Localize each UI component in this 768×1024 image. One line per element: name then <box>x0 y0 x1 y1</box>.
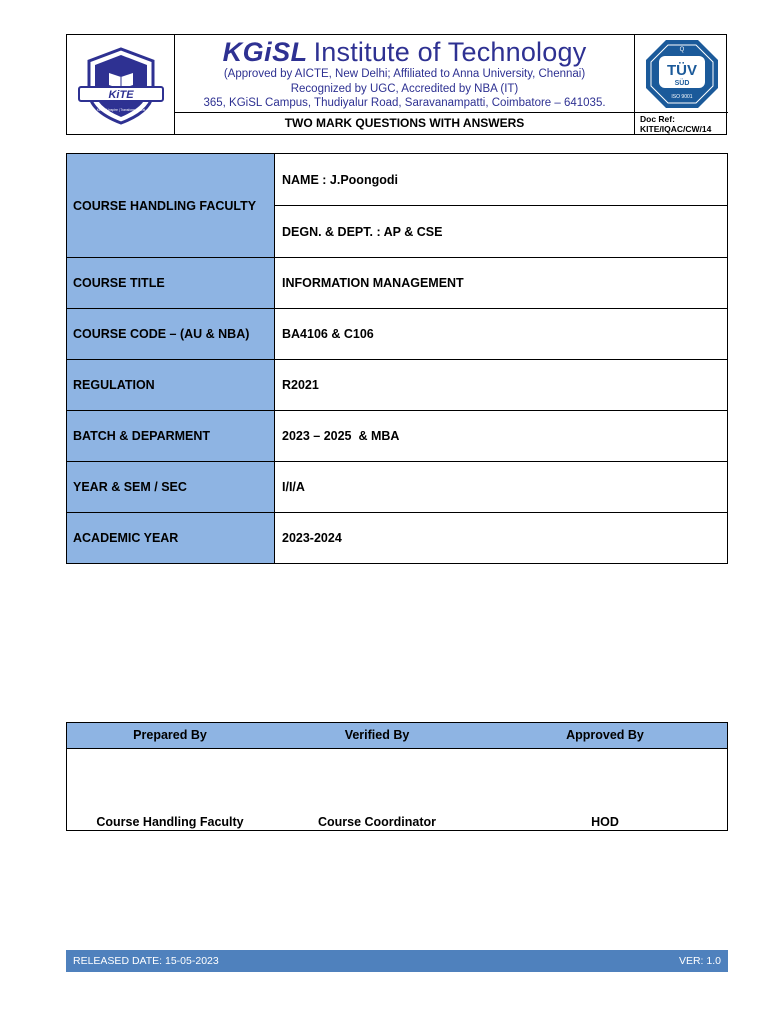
faculty-name: NAME : J.Poongodi <box>275 154 728 206</box>
row-value: 2023 – 2025 & MBA <box>275 411 728 462</box>
signoff-header-row <box>67 723 727 749</box>
tuv-q-text: Q <box>679 47 684 53</box>
table-row <box>67 309 728 360</box>
row-label: REGULATION <box>67 360 275 411</box>
row-value: 2023-2024 <box>275 513 728 564</box>
doc-ref <box>635 112 728 134</box>
document-header <box>66 34 727 135</box>
table-row <box>67 462 728 513</box>
table-row <box>67 258 728 309</box>
row-value: INFORMATION MANAGEMENT <box>275 258 728 309</box>
certification-panel <box>634 35 728 134</box>
approved-by-role: HOD <box>591 815 619 829</box>
row-label: YEAR & SEM / SEC <box>67 462 275 513</box>
row-value: R2021 <box>275 360 728 411</box>
kite-logo-tagline: Kindle | Inspire | Transform | Excel <box>96 107 145 112</box>
header-center <box>175 35 634 134</box>
tuv-text: TÜV <box>666 62 697 79</box>
table-row <box>67 360 728 411</box>
verified-by-header: Verified By <box>344 728 410 742</box>
table-row <box>67 513 728 564</box>
row-label: ACADEMIC YEAR <box>67 513 275 564</box>
recognition-line: Recognized by UGC, Accredited by NBA (IT) <box>290 83 519 95</box>
row-value: I/I/A <box>275 462 728 513</box>
tuv-sud-logo <box>635 35 728 113</box>
document-title: TWO MARK QUESTIONS WITH ANSWERS <box>175 112 634 134</box>
institute-title <box>175 37 634 68</box>
row-label: COURSE CODE – (AU & NBA) <box>67 309 275 360</box>
doc-ref-label: Doc Ref: <box>640 114 675 124</box>
row-value: BA4106 & C106 <box>275 309 728 360</box>
faculty-label: COURSE HANDLING FACULTY <box>67 154 275 258</box>
course-info-table <box>66 153 728 564</box>
doc-ref-value: KITE/IQAC/CW/14 <box>640 124 712 134</box>
address-line: 365, KGiSL Campus, Thudiyalur Road, Saravanampatti, Coimbatore – 641035. <box>203 97 606 109</box>
kite-logo-text: KiTE <box>107 88 134 101</box>
signoff-table <box>66 722 728 831</box>
table-row <box>67 411 728 462</box>
sud-text: SÜD <box>674 80 689 87</box>
footer-bar <box>66 950 728 972</box>
faculty-designation: DEGN. & DEPT. : AP & CSE <box>275 206 728 258</box>
version-label: VER: 1.0 <box>678 955 721 967</box>
table-row <box>67 154 728 206</box>
verified-by-role: Course Coordinator <box>317 815 437 829</box>
prepared-by-role: Course Handling Faculty <box>96 815 244 829</box>
row-label: COURSE TITLE <box>67 258 275 309</box>
prepared-by-header: Prepared By <box>133 728 207 742</box>
approval-line: (Approved by AICTE, New Delhi; Affiliated to Anna University, Chennai) <box>223 68 586 80</box>
kite-logo <box>67 35 175 134</box>
row-label: BATCH & DEPARMENT <box>67 411 275 462</box>
brand-name: KGiSL <box>222 37 308 67</box>
iso-text: ISO 9001 <box>670 94 693 100</box>
released-date: RELEASED DATE: 15-05-2023 <box>73 955 219 967</box>
approved-by-header: Approved By <box>566 728 644 742</box>
institute-name: Institute of Technology <box>313 37 587 67</box>
